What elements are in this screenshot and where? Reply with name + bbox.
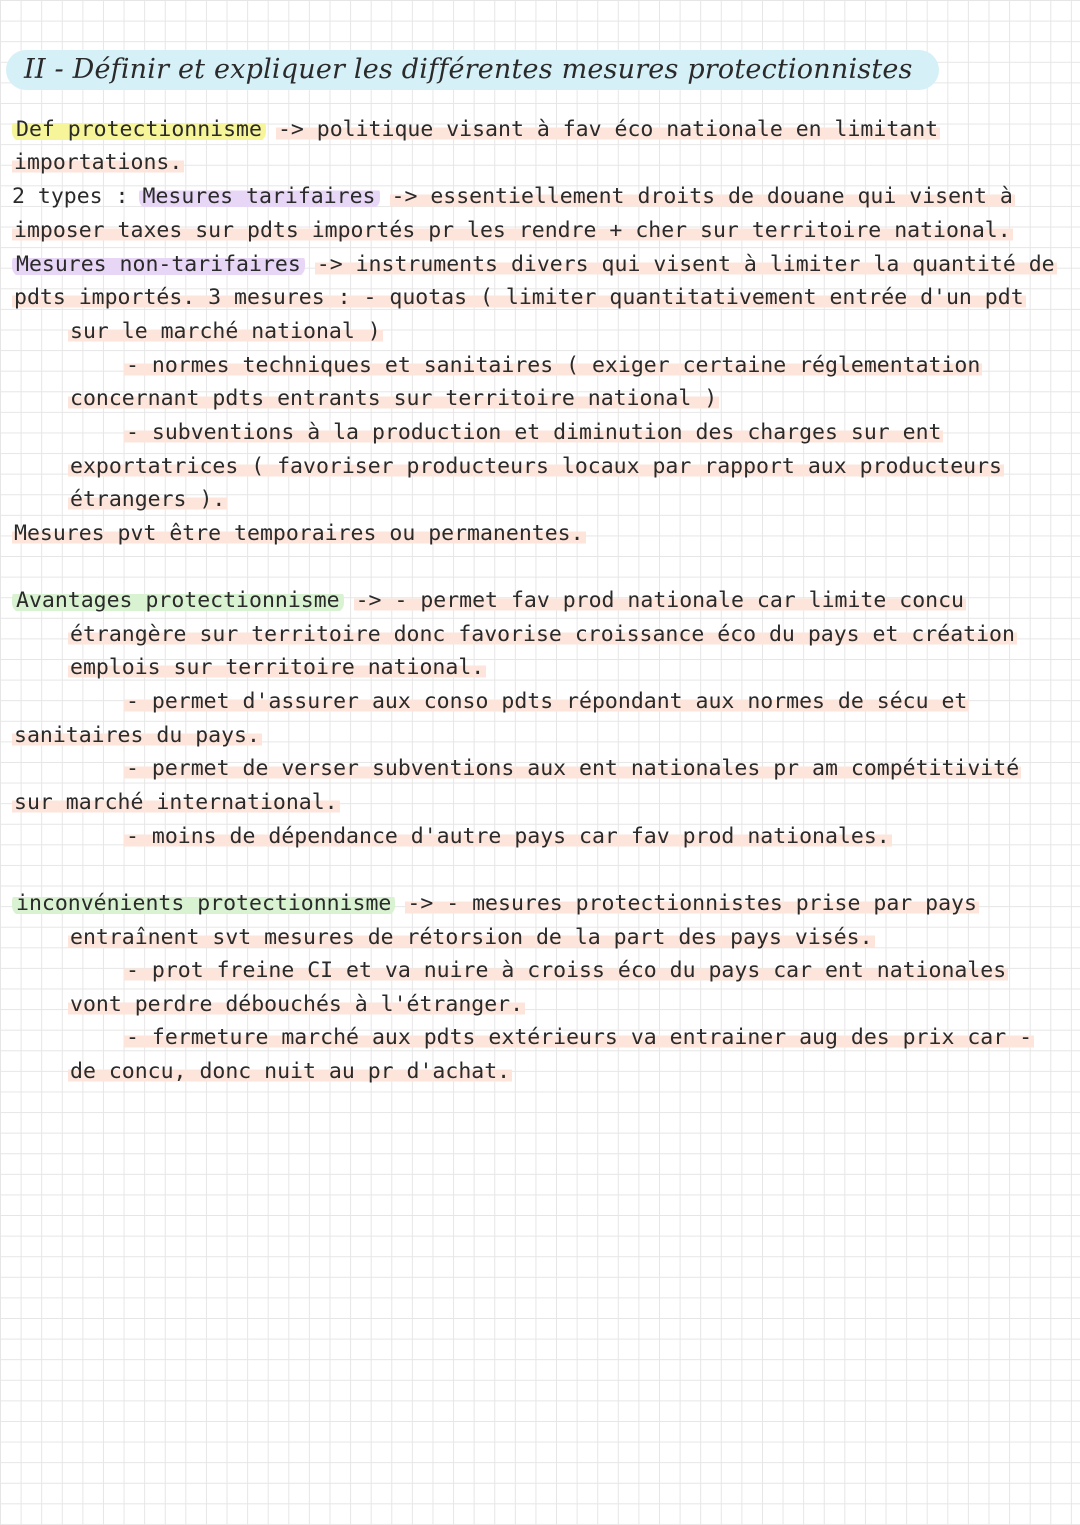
duration-line bbox=[12, 517, 586, 551]
subventions-line-3 bbox=[68, 483, 227, 517]
subventions-text: - subventions à la production et diminution des charges sur ent bbox=[126, 420, 942, 445]
avantages-line-3 bbox=[68, 651, 486, 685]
inconvenients-line-3 bbox=[124, 954, 1008, 988]
subventions-text-end: étrangers ). bbox=[70, 487, 226, 512]
subventions-line-2 bbox=[68, 450, 1004, 484]
duration-text: Mesures pvt être temporaires ou permanentes. bbox=[14, 521, 584, 546]
nontarif-text-cont: pdts importés. 3 mesures : - quotas ( limiter quantitativement entrée d'un pdt bbox=[14, 285, 1024, 310]
nontarif-text: -> instruments divers qui visent à limiter la quantité de bbox=[316, 252, 1055, 277]
types-line-4 bbox=[12, 281, 1026, 315]
tarif-text: -> essentiellement droits de douane qui visent à bbox=[391, 184, 1013, 209]
types-line-2 bbox=[12, 214, 1013, 248]
avantages-text-5: sanitaires du pays. bbox=[14, 723, 260, 748]
avantages-line-1 bbox=[12, 584, 966, 618]
tarif-text-cont: imposer taxes sur pdts importés pr les rendre + cher sur territoire national. bbox=[14, 218, 1011, 243]
types-line-3 bbox=[12, 248, 1057, 282]
avantages-text-2: étrangère sur territoire donc favorise croissance éco du pays et création bbox=[70, 622, 1015, 647]
inconvenients-line-6 bbox=[68, 1055, 512, 1089]
quotas-line-2 bbox=[68, 315, 383, 349]
inconvenients-text-4: vont perdre débouchés à l'étranger. bbox=[70, 992, 524, 1017]
inconvenients-text-6: de concu, donc nuit au pr d'achat. bbox=[70, 1059, 511, 1084]
inconvenients-term: inconvénients protectionnisme bbox=[12, 891, 395, 916]
tarif-term: Mesures tarifaires bbox=[139, 184, 380, 209]
section-title-wrap bbox=[6, 50, 939, 90]
nontarif-term: Mesures non-tarifaires bbox=[12, 252, 305, 277]
definition-line-2 bbox=[12, 146, 184, 180]
normes-line-1 bbox=[124, 349, 982, 383]
quotas-text-cont: sur le marché national ) bbox=[70, 319, 381, 344]
avantages-line-4 bbox=[124, 685, 969, 719]
inconvenients-text-5: - fermeture marché aux pdts extérieurs va entrainer aug des prix car - bbox=[126, 1025, 1033, 1050]
subventions-line-1 bbox=[124, 416, 943, 450]
normes-text-cont: concernant pdts entrants sur territoire national ) bbox=[70, 386, 718, 411]
avantages-text-7: sur marché international. bbox=[14, 790, 338, 815]
section-title: II - Définir et expliquer les différentes mesures protectionnistes bbox=[6, 50, 939, 90]
normes-text: - normes techniques et sanitaires ( exiger certaine réglementation bbox=[126, 353, 981, 378]
normes-line-2 bbox=[68, 382, 719, 416]
definition-line-1 bbox=[12, 113, 940, 147]
inconvenients-line-5 bbox=[124, 1021, 1034, 1055]
avantages-text: -> - permet fav prod nationale car limite concu bbox=[355, 588, 964, 613]
avantages-line-7 bbox=[12, 786, 340, 820]
inconvenients-line-2 bbox=[68, 921, 875, 955]
inconvenients-line-4 bbox=[68, 988, 525, 1022]
avantages-line-8 bbox=[124, 820, 892, 854]
subventions-text-cont: exportatrices ( favoriser producteurs locaux par rapport aux producteurs bbox=[70, 454, 1002, 479]
inconvenients-text-3: - prot freine CI et va nuire à croiss éco du pays car ent nationales bbox=[126, 958, 1007, 983]
definition-text-cont: importations. bbox=[14, 150, 183, 175]
definition-text: -> politique visant à fav éco nationale en limitant bbox=[277, 117, 939, 142]
inconvenients-text: -> - mesures protectionnistes prise par pays bbox=[407, 891, 977, 916]
inconvenients-line-1 bbox=[12, 887, 979, 921]
avantages-line-5 bbox=[12, 719, 262, 753]
inconvenients-text-2: entraînent svt mesures de rétorsion de la part des pays visés. bbox=[70, 925, 873, 950]
avantages-text-3: emplois sur territoire national. bbox=[70, 655, 485, 680]
avantages-line-6 bbox=[124, 752, 1021, 786]
avantages-text-4: - permet d'assurer aux conso pdts répondant aux normes de sécu et bbox=[126, 689, 968, 714]
avantages-line-2 bbox=[68, 618, 1017, 652]
avantages-text-8: - moins de dépendance d'autre pays car fav prod nationales. bbox=[126, 824, 890, 849]
types-intro: 2 types : bbox=[12, 184, 129, 209]
avantages-term: Avantages protectionnisme bbox=[12, 588, 344, 613]
definition-term: Def protectionnisme bbox=[12, 117, 266, 142]
avantages-text-6: - permet de verser subventions aux ent nationales pr am compétitivité bbox=[126, 756, 1020, 781]
types-line-1 bbox=[12, 180, 1015, 214]
